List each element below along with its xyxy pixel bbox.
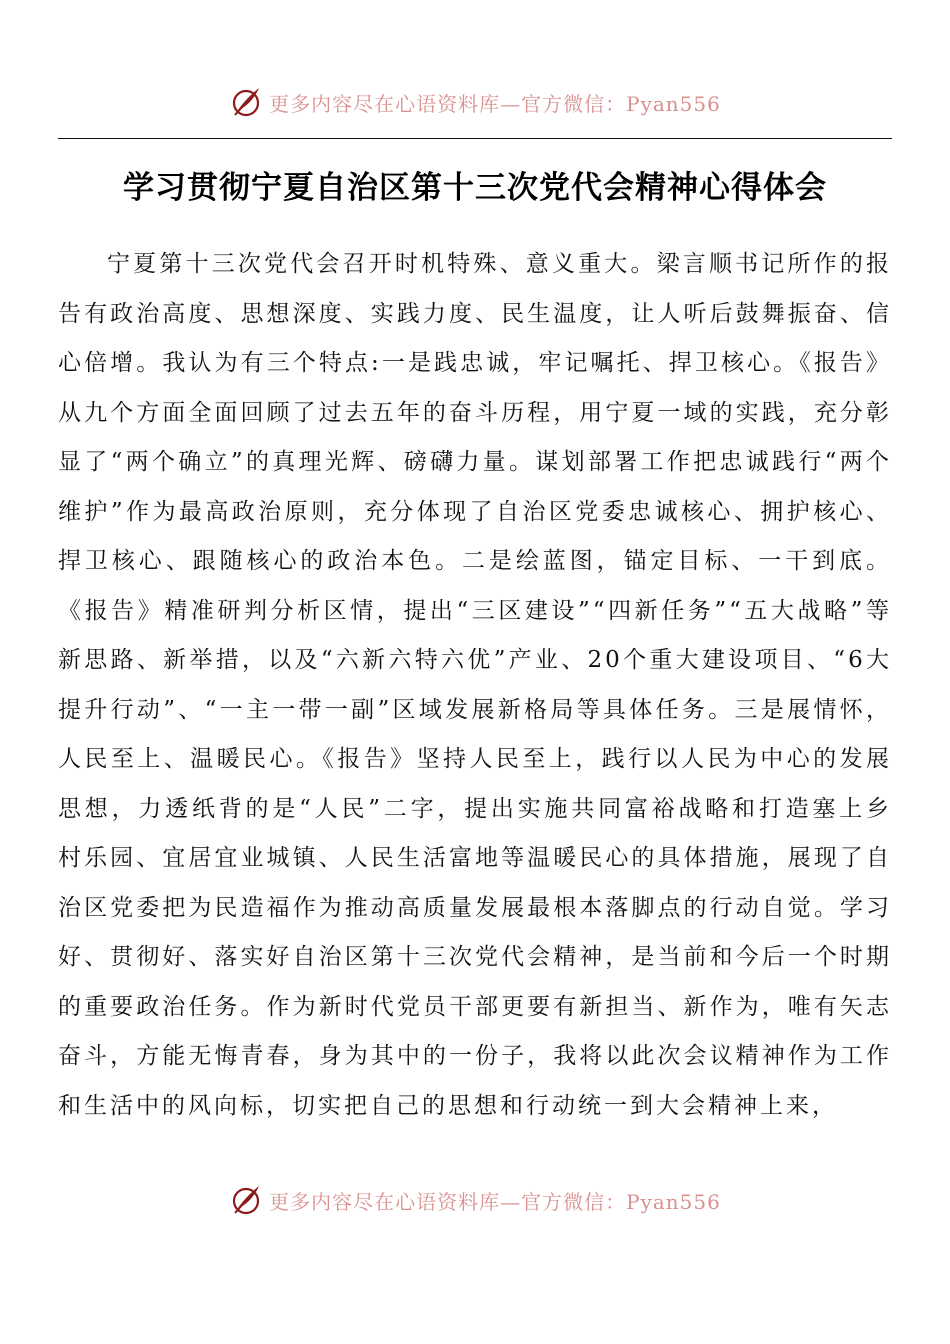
- quill-logo-icon: [229, 85, 263, 119]
- footer-banner-text: 更多内容尽在心语资料库—官方微信：Pyan556: [269, 1189, 721, 1214]
- header-divider: [58, 138, 892, 139]
- document-title: 学习贯彻宁夏自治区第十三次党代会精神心得体会: [123, 170, 827, 206]
- document-paragraph: 宁夏第十三次党代会召开时机特殊、意义重大。梁言顺书记所作的报告有政治高度、思想深度、实践力度、民生温度，让人听后鼓舞振奋、信心倍增。我认为有三个特点:一是践忠诚，牢记嘱托、捍卫核心。《报告》从九个方面全面回顾了过去五年的奋斗历程，用宁夏一域的实践，充分彰显了“两个确立”的真理光辉、磅礴力量。谋划部署工作把忠诚践行“两个维护”作为最高政治原则，充分体现了自治区党委忠诚核心、拥护核心、捍卫核心、跟随核心的政治本色。二是绘蓝图，锚定目标、一干到底。《报告》精准研判分析区情，提出“三区建设”“四新任务”“五大战略”等新思路、新举措，以及“六新六特六优”产业、20个重大建设项目、“6大提升行动”、“一主一带一副”区域发展新格局等具体任务。三是展情怀，人民至上、温暖民心。《报告》坚持人民至上，践行以人民为中心的发展思想，力透纸背的是“人民”二字，提出实施共同富裕战略和打造塞上乡村乐园、宜居宜业城镇、人民生活富地等温暖民心的具体措施，展现了自治区党委把为民造福作为推动高质量发展最根本落脚点的行动自觉。学习好、贯彻好、落实好自治区第十三次党代会精神，是当前和今后一个时期的重要政治任务。作为新时代党员干部更要有新担当、新作为，唯有矢志奋斗，方能无悔青春，身为其中的一份子，我将以此次会议精神作为工作和生活中的风向标，切实把自己的思想和行动统一到大会精神上来，: [58, 251, 892, 1119]
- quill-logo-icon: [229, 1183, 263, 1217]
- header-banner: [0, 82, 950, 122]
- footer-banner: [0, 1180, 950, 1220]
- header-banner-text: 更多内容尽在心语资料库—官方微信：Pyan556: [269, 91, 721, 116]
